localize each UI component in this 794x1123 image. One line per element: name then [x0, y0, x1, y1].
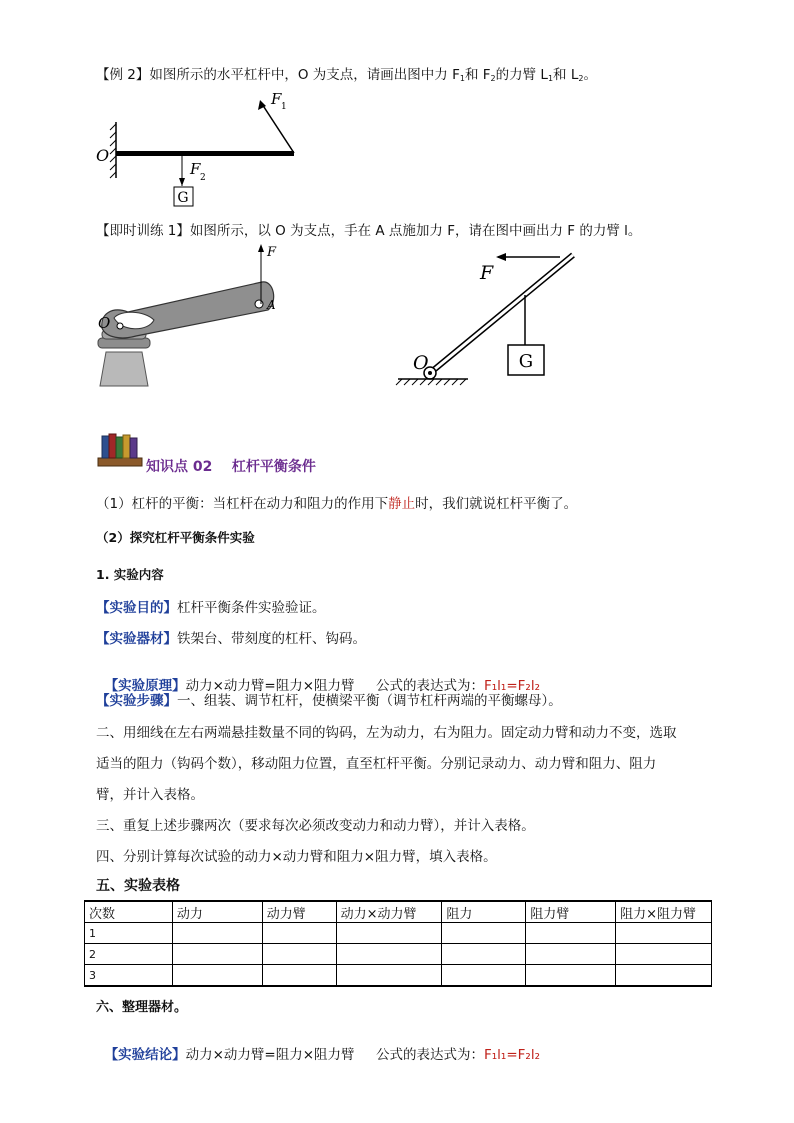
table-cell[interactable] [616, 944, 712, 965]
table-header-row [85, 901, 712, 923]
force-f-arrowhead [496, 253, 506, 261]
purpose-line [96, 596, 326, 616]
table-cell[interactable] [526, 965, 616, 987]
table-cell[interactable] [172, 944, 262, 965]
header-cell: 动力 [172, 901, 262, 923]
example2-end: 。 [583, 67, 597, 83]
example2-sub2: 2 [490, 74, 496, 83]
p1-highlight: 静止 [388, 496, 416, 512]
steps-line-2a: 二、用细线在左右两端悬挂数量不同的钩码，左为动力，右为阻力。固定动力臂和动力不变，选取 [96, 725, 677, 741]
table-cell[interactable] [442, 965, 526, 987]
force-f2-arrowhead [179, 178, 185, 186]
header-cell: 动力臂 [262, 901, 336, 923]
steps-line-2c: 臂，并计入表格。 [96, 787, 204, 803]
lever-figure-1 [90, 86, 310, 211]
book-4 [123, 435, 130, 458]
table-row [85, 923, 712, 944]
steps-line-3: 三、重复上述步骤两次（要求每次必须改变动力和动力臂），并计入表格。 [96, 818, 535, 834]
f1-sub: 1 [281, 102, 287, 112]
cleanup-line: 六、整理器材。 [96, 1000, 188, 1015]
stand-body [100, 352, 148, 386]
force-f-arrowhead [258, 244, 264, 252]
steps-label: 【实验步骤】 [96, 693, 177, 709]
example2-line [96, 63, 597, 83]
table-cell[interactable] [172, 923, 262, 944]
p1-line [96, 492, 577, 512]
table-cell[interactable] [172, 965, 262, 987]
table-cell[interactable] [336, 923, 442, 944]
table-cell[interactable] [616, 923, 712, 944]
f1-label: F [271, 90, 282, 108]
equipment-text: 铁架台、带刻度的杠杆、钩码。 [177, 631, 366, 647]
purpose-label: 【实验目的】 [96, 600, 177, 616]
knowledge-title: 知识点 02 杠杆平衡条件 [146, 459, 316, 475]
f-label: F [267, 245, 277, 260]
o-label: O [413, 352, 429, 374]
conclusion-line [96, 1027, 540, 1063]
point-a [255, 300, 263, 308]
practice-text: 如图所示，以 O 为支点，手在 A 点施加力 F，请在图中画出力 F 的力臂 l。 [189, 223, 642, 239]
principle-formula: F₁l₁=F₂l₂ [483, 678, 540, 694]
example2-sub1: 1 [459, 74, 465, 83]
row-index: 1 [85, 923, 173, 944]
table-title: 五、实验表格 [96, 878, 180, 894]
lever-figure-3 [392, 245, 592, 390]
example2-text: 如图所示的水平杠杆中，O 为支点，请画出图中力 F [149, 67, 460, 83]
table-cell[interactable] [616, 965, 712, 987]
incline-rod [430, 255, 573, 373]
wall-hatch [110, 124, 116, 178]
table-cell[interactable] [262, 965, 336, 987]
table-cell[interactable] [262, 944, 336, 965]
f2-sub: 2 [200, 173, 206, 183]
force-f1-line [262, 104, 294, 153]
purpose-text: 杠杆平衡条件实验验证。 [177, 600, 326, 616]
conclusion-formula: F₁l₁=F₂l₂ [483, 1047, 540, 1063]
book-2 [109, 434, 116, 458]
table-row [85, 965, 712, 987]
header-cell: 动力×动力臂 [336, 901, 442, 923]
equipment-line [96, 627, 366, 647]
conclusion-label: 【实验结论】 [104, 1047, 186, 1063]
weight-label: G [518, 351, 534, 372]
header-cell: 阻力×阻力臂 [616, 901, 712, 923]
example2-tag: 【例 2】 [96, 67, 150, 83]
equipment-label: 【实验器材】 [96, 631, 177, 647]
header-cell: 阻力 [442, 901, 526, 923]
f2-label: F [190, 160, 201, 178]
header-cell: 次数 [85, 901, 173, 923]
example2-mid2: 的力臂 L [495, 67, 548, 83]
steps-line-1 [96, 689, 562, 709]
example2-sub3: 1 [547, 74, 554, 83]
experiment-table [84, 900, 712, 987]
principle-label: 【实验原理】 [104, 678, 186, 694]
lever-bar [116, 151, 294, 156]
o-label: O [98, 314, 111, 332]
pivot-o-label: O [96, 146, 110, 165]
shelf [98, 458, 142, 466]
h1-line: 1. 实验内容 [96, 567, 164, 582]
table-cell[interactable] [262, 923, 336, 944]
header-cell: 阻力臂 [526, 901, 616, 923]
book-3 [116, 437, 123, 458]
weight-label: G [177, 190, 189, 206]
practice-tag: 【即时训练 1】 [96, 223, 190, 239]
lever-handle [102, 282, 274, 338]
books-icon [96, 432, 144, 468]
practice-line [96, 219, 641, 239]
table-cell[interactable] [526, 923, 616, 944]
book-1 [102, 436, 109, 458]
p2-line: （2）探究杠杆平衡条件实验 [96, 530, 255, 545]
example2-mid: 和 F [464, 67, 491, 83]
p1-post: 时，我们就说杠杆平衡了。 [415, 496, 578, 512]
a-label: A [267, 298, 276, 312]
p1-pre: （1）杠杆的平衡：当杠杆在动力和阻力的作用下 [96, 496, 389, 512]
lever-figure-2 [92, 240, 292, 390]
table-cell[interactable] [442, 944, 526, 965]
book-5 [130, 438, 137, 458]
row-index: 3 [85, 965, 173, 987]
pivot-o-point [117, 323, 123, 329]
table-cell[interactable] [442, 923, 526, 944]
pivot-center [428, 371, 432, 375]
conclusion-text: 动力×动力臂=阻力×阻力臂 公式的表达式为： [185, 1047, 484, 1063]
table-cell[interactable] [526, 944, 616, 965]
example2-mid3: 和 L [553, 67, 579, 83]
example2-sub4: 2 [578, 74, 584, 83]
steps-s1: 一、组装、调节杠杆，使横梁平衡（调节杠杆两端的平衡螺母）。 [177, 693, 562, 709]
ground-hatch [396, 379, 466, 385]
steps-line-4: 四、分别计算每次试验的动力×动力臂和阻力×阻力臂，填入表格。 [96, 849, 497, 865]
table-cell[interactable] [336, 944, 442, 965]
f-label: F [480, 262, 494, 284]
row-index: 2 [85, 944, 173, 965]
steps-line-2b: 适当的阻力（钩码个数），移动阻力位置，直至杠杆平衡。分别记录动力、动力臂和阻力、阻力 [96, 756, 657, 772]
table-row [85, 944, 712, 965]
table-cell[interactable] [336, 965, 442, 987]
principle-text: 动力×动力臂=阻力×阻力臂 公式的表达式为： [185, 678, 484, 694]
